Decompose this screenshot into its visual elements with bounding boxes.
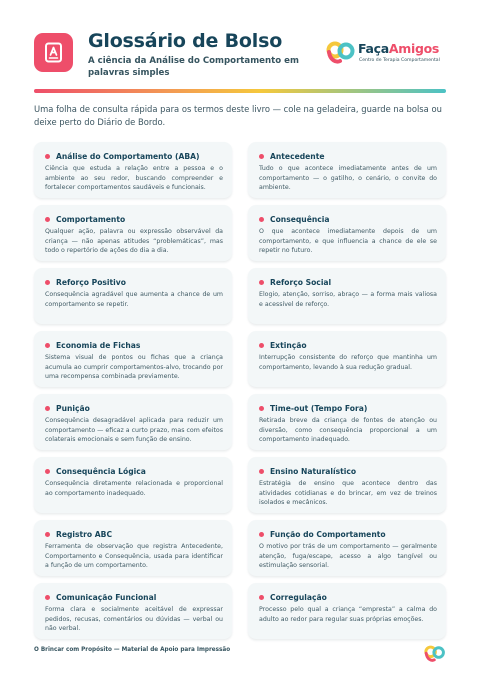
term-definition: Processo pelo qual a criança “empresta” a calma do adulto ao redor para regular suas próprias emoções. [259, 606, 437, 623]
term-definition: Consequência agradável que aumenta a chance de um comportamento se repetir. [45, 291, 223, 308]
glossary-card [34, 205, 232, 261]
glossary-card [248, 394, 446, 450]
term-title: Economia de Fichas [56, 340, 141, 350]
page-title: Glossário de Bolso [88, 30, 283, 52]
glossary-card [34, 142, 232, 198]
term-definition: Consequência diretamente relacionada e proporcional ao comportamento inadequado. [45, 480, 223, 497]
term-definition: Sistema visual de pontos ou fichas que a criança acumula ao cumprir comportamentos-alvo, trocando por uma recompensa combinada previamente. [45, 354, 223, 381]
term-title: Corregulação [270, 592, 327, 602]
page-subtitle: A ciência da Análise do Comportamento em palavras simples [88, 56, 299, 78]
bullet-dot-icon [45, 469, 50, 474]
term-title: Consequência [270, 214, 330, 224]
glossary-card [34, 583, 232, 639]
bullet-dot-icon [45, 532, 50, 537]
bullet-dot-icon [259, 469, 264, 474]
page-header [34, 30, 446, 82]
term-definition: Elogio, atenção, sorriso, abraço — a forma mais valiosa e acessível de reforço. [259, 291, 437, 308]
glossary-card [248, 205, 446, 261]
term-definition: Interrupção consistente do reforço que mantinha um comportamento, levando à sua redução gradual. [259, 354, 437, 371]
term-definition: Ciência que estuda a relação entre a pessoa e o ambiente ao seu redor, buscando compreender e fortalecer comportamentos saudáveis e funcionais. [45, 165, 223, 192]
term-title: Comunicação Funcional [56, 592, 157, 602]
term-definition: Qualquer ação, palavra ou expressão observável da criança — não apenas atitudes “problemáticas”, mas todo o repertório de ações do dia a dia. [45, 228, 223, 255]
brand-name [358, 41, 439, 56]
glossary-card [248, 142, 446, 198]
term-title: Reforço Positivo [56, 277, 126, 287]
glossary-card [248, 268, 446, 324]
term-title: Punição [56, 403, 90, 413]
term-title: Time-out (Tempo Fora) [270, 403, 368, 413]
glossary-card [248, 457, 446, 513]
footer-text: O Brincar com Propósito — Material de Apoio para Impressão [34, 647, 231, 653]
term-definition: Estratégia de ensino que acontece dentro das atividades cotidianas e do brincar, em vez de treinos isolados e mecânicos. [259, 480, 437, 507]
bullet-dot-icon [259, 217, 264, 222]
book-icon [34, 33, 73, 72]
term-title: Extinção [270, 340, 307, 350]
bullet-dot-icon [259, 532, 264, 537]
term-title: Análise do Comportamento (ABA) [56, 151, 200, 161]
bullet-dot-icon [45, 595, 50, 600]
bullet-dot-icon [259, 406, 264, 411]
intro-text: Uma folha de consulta rápida para os termos deste livro — cole na geladeira, guarde na bolsa ou deixe perto do Diário de Bordo. [34, 104, 442, 127]
term-definition: Consequência desagradável aplicada para reduzir um comportamento — eficaz a curto prazo, mas com efeitos colaterais emocionais e sem função de ensino. [45, 417, 223, 444]
glossary-card [34, 268, 232, 324]
bullet-dot-icon [45, 217, 50, 222]
glossary-card [248, 331, 446, 387]
bullet-dot-icon [45, 406, 50, 411]
footer-brand-mark-icon [424, 645, 446, 663]
term-title: Reforço Social [270, 277, 332, 287]
glossary-card [34, 457, 232, 513]
glossary-card [34, 331, 232, 387]
term-title: Função do Comportamento [270, 529, 386, 539]
term-definition: Retirada breve da criança de fontes de atenção ou diversão, como consequência proporcional a um comportamento inadequado. [259, 417, 437, 444]
bullet-dot-icon [259, 280, 264, 285]
bullet-dot-icon [259, 154, 264, 159]
term-definition: Ferramenta de observação que registra Antecedente, Comportamento e Consequência, usada para identificar a função de um comportamento. [45, 543, 223, 570]
bullet-dot-icon [45, 154, 50, 159]
brand-tagline: Centro de Terapia Comportamental [359, 58, 440, 63]
glossary-card [248, 583, 446, 639]
term-title: Antecedente [270, 151, 325, 161]
term-definition: Tudo o que acontece imediatamente antes de um comportamento — o gatilho, o cenário, o convite do ambiente. [259, 165, 437, 192]
glossary-card [248, 520, 446, 576]
brand-name-part2: Amigos [388, 41, 440, 56]
term-title: Consequência Lógica [56, 466, 146, 476]
term-title: Registro ABC [56, 529, 113, 539]
term-definition: O que acontece imediatamente depois de um comportamento, e que influencia a chance de ele se repetir no futuro. [259, 228, 437, 255]
term-title: Comportamento [56, 214, 126, 224]
rainbow-divider [34, 89, 446, 93]
glossary-card [34, 520, 232, 576]
term-title: Ensino Naturalístico [270, 466, 357, 476]
term-definition: Forma clara e socialmente aceitável de expressar pedidos, recusas, comentários ou dúvidas — verbal ou não verbal. [45, 606, 223, 633]
bullet-dot-icon [45, 280, 50, 285]
brand-mark-icon [326, 41, 356, 65]
bullet-dot-icon [45, 343, 50, 348]
bullet-dot-icon [259, 595, 264, 600]
brand-logo [326, 41, 444, 67]
term-definition: O motivo por trás de um comportamento — geralmente atenção, fuga/escape, acesso a algo tangível ou estimulação sensorial. [259, 543, 437, 570]
glossary-card [34, 394, 232, 450]
bullet-dot-icon [259, 343, 264, 348]
brand-name-part1: Faça [358, 41, 389, 56]
